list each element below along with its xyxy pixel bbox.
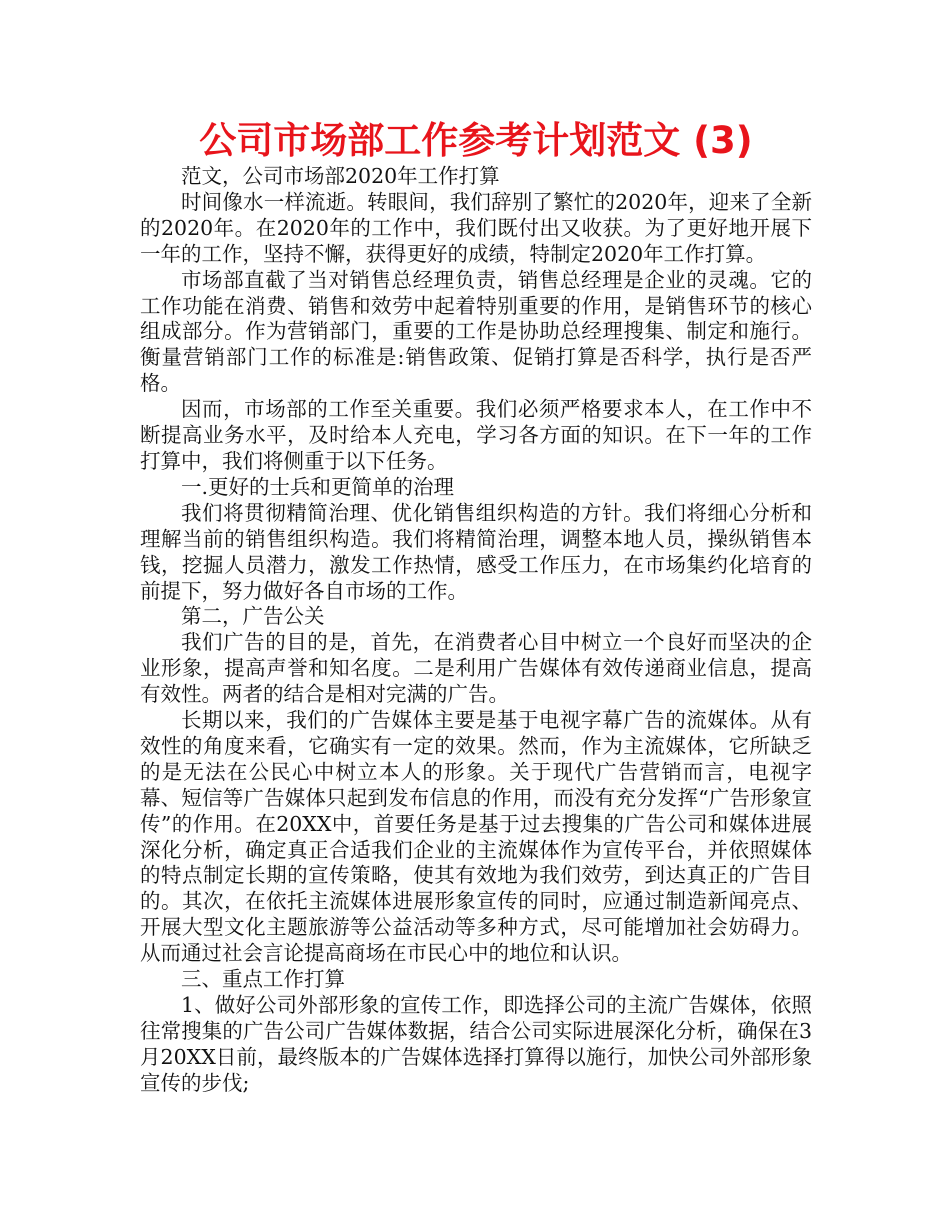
paragraph-market-dept-role: 市场部直截了当对销售总经理负责，销售总经理是企业的灵魂。它的工作功能在消费、销售和效劳中起着特别重要的作用，是销售环节的核心组成部分。作为营销部门，重要的工作是协助总经理搜集、制定和施行。衡量营销部门工作的标准是:销售政策、促销打算是否科学，执行是否严格。: [140, 267, 812, 396]
section-heading-3: 三、重点工作打算: [181, 967, 345, 992]
section-heading-1: 一.更好的士兵和更简单的治理: [181, 474, 455, 499]
paragraph-management: 我们将贯彻精简治理、优化销售组织构造的方针。我们将细心分析和理解当前的销售组织构造。我们将精简治理，调整本地人员，操纵销售本钱，挖掘人员潜力，激发工作热情，感受工作压力，在市场集约化培育的前提下，努力做好各自市场的工作。: [140, 500, 812, 603]
document-subtitle: 范文，公司市场部2020年工作打算: [181, 164, 500, 188]
paragraph-importance: 因而，市场部的工作至关重要。我们必须严格要求本人，在工作中不断提高业务水平，及时给本人充电，学习各方面的知识。在下一年的工作打算中，我们将侧重于以下任务。: [140, 397, 812, 473]
document-title: 公司市场部工作参考计划范文 (3): [199, 119, 753, 162]
paragraph-key-task-1: 1、做好公司外部形象的宣传工作，即选择公司的主流广告媒体，依照往常搜集的广告公司广告媒体数据，结合公司实际进展深化分析，确保在3月20XX日前，最终版本的广告媒体选择打算得以施行，加快公司外部形象宣传的步伐;: [140, 993, 812, 1095]
document-page: [140, 118, 812, 1097]
paragraph-intro: 时间像水一样流逝。转眼间，我们辞别了繁忙的2020年，迎来了全新的2020年。在2020年的工作中，我们既付出又收获。为了更好地开展下一年的工作，坚持不懈，获得更好的成绩，特制定2020年工作打算。: [140, 189, 812, 266]
paragraph-advertising-purpose: 我们广告的目的是，首先，在消费者心目中树立一个良好而坚决的企业形象，提高声誉和知名度。二是利用广告媒体有效传递商业信息，提高有效性。两者的结合是相对完满的广告。: [140, 630, 812, 707]
section-heading-2: 第二，广告公关: [181, 604, 325, 629]
paragraph-advertising-media: 长期以来，我们的广告媒体主要是基于电视字幕广告的流媒体。从有效性的角度来看，它确实有一定的效果。然而，作为主流媒体，它所缺乏的是无法在公民心中树立本人的形象。关于现代广告营销而言，电视字幕、短信等广告媒体只起到发布信息的作用，而没有充分发挥“广告形象宣传”的作用。在20XX中，首要任务是基于过去搜集的广告公司和媒体进展深化分析，确定真正合适我们企业的主流媒体作为宣传平台，并依照媒体的特点制定长期的宣传策略，使其有效地为我们效劳，到达真正的广告目的。其次，在依托主流媒体进展形象宣传的同时，应通过制造新闻亮点、开展大型文化主题旅游等公益活动等多种方式，尽可能增加社会妨碍力。从而通过社会言论提高商场在市民心中的地位和认识。: [140, 708, 812, 966]
